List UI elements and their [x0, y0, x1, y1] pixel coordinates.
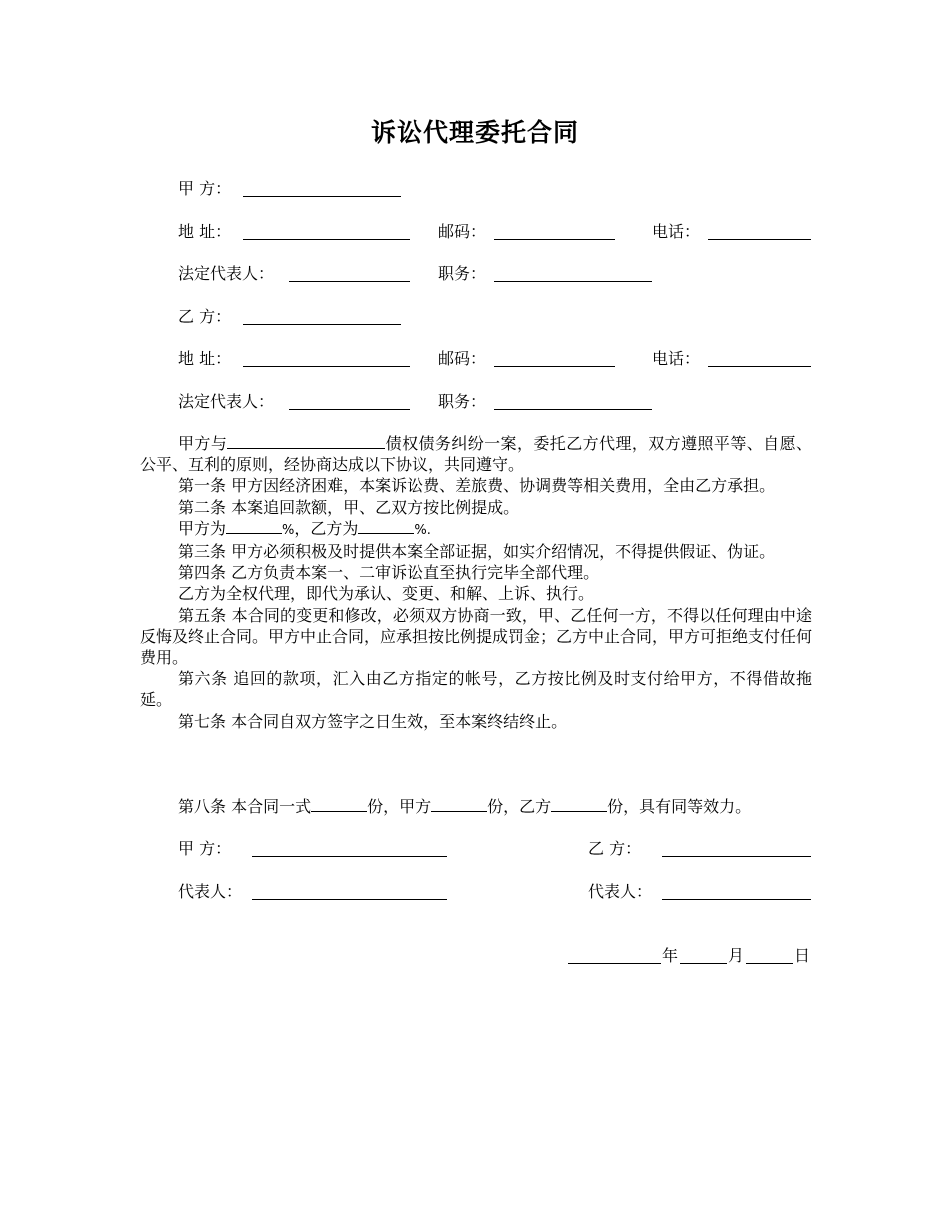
party-b-postcode-label: 邮码：	[438, 349, 487, 368]
party-b-legal-rep-blank	[289, 409, 410, 410]
party-b-legal-rep-label: 法定代表人：	[178, 392, 275, 411]
rep-a-label: 代表人：	[178, 882, 243, 901]
ratio-b-blank	[358, 518, 414, 534]
party-a-phone-blank	[708, 239, 811, 240]
signature-party-a-label: 甲 方：	[178, 839, 232, 858]
party-a-address-blank	[243, 239, 410, 240]
contract-body	[140, 433, 812, 732]
party-a-name-blank	[243, 196, 401, 197]
party-a-postcode-label: 邮码：	[438, 222, 487, 241]
date-day-label: 日	[794, 946, 811, 965]
copies-b-blank	[551, 796, 607, 812]
date-year-blank	[568, 963, 661, 964]
article-1: 第一条 甲方因经济困难，本案诉讼费、差旅费、协调费等相关费用，全由乙方承担。	[178, 476, 776, 496]
party-b-address-blank	[243, 366, 410, 367]
party-b-address-label: 地 址：	[178, 349, 232, 368]
ratio-a-blank	[226, 518, 282, 534]
party-b-position-blank	[494, 409, 652, 410]
intro-text-start: 甲方与	[178, 434, 228, 453]
article-8	[178, 796, 751, 817]
date-year-label: 年	[662, 946, 679, 965]
article-4-continued: 乙方为全权代理，即代为承认、变更、和解、上诉、执行。	[178, 584, 595, 604]
copies-a-blank	[431, 796, 487, 812]
party-a-position-label: 职务：	[438, 264, 487, 283]
ratio-a-percent: %	[282, 522, 295, 538]
date-month-blank	[680, 963, 727, 964]
date-day-blank	[746, 963, 793, 964]
page-title: 诉讼代理委托合同	[370, 118, 579, 147]
signature-party-a-blank	[252, 856, 447, 857]
signature-party-b-label: 乙 方：	[588, 839, 642, 858]
article-8-text-d: 份，具有同等效力。	[607, 797, 752, 816]
party-b-phone-label: 电话：	[652, 349, 701, 368]
party-a-label: 甲 方：	[178, 179, 232, 198]
signature-party-b-blank	[662, 856, 811, 857]
party-a-postcode-blank	[494, 239, 615, 240]
ratio-b-label: ，乙方为	[294, 518, 359, 538]
rep-b-blank	[662, 899, 811, 900]
date-month-label: 月	[728, 946, 745, 965]
intro-paragraph	[140, 433, 812, 475]
rep-a-blank	[252, 899, 447, 900]
article-8-text-b: 份，甲方	[367, 797, 432, 816]
party-a-address-label: 地 址：	[178, 222, 232, 241]
case-party-blank	[227, 433, 385, 449]
party-b-position-label: 职务：	[438, 392, 487, 411]
ratio-a-label: 甲方为	[178, 518, 227, 538]
article-3: 第三条 甲方必须积极及时提供本案全部证据，如实介绍情况，不得提供假证、伪证。	[178, 542, 776, 562]
ratio-b-percent: %.	[414, 522, 431, 538]
party-b-name-blank	[243, 324, 401, 325]
party-b-phone-blank	[708, 366, 811, 367]
article-4: 第四条 乙方负责本案一、二审诉讼直至执行完毕全部代理。	[178, 563, 600, 583]
article-7: 第七条 本合同自双方签字之日生效，至本案终结终止。	[178, 711, 568, 731]
party-a-phone-label: 电话：	[652, 222, 701, 241]
party-b-label: 乙 方：	[178, 307, 232, 326]
article-8-text-c: 份，乙方	[487, 797, 552, 816]
party-a-legal-rep-label: 法定代表人：	[178, 264, 275, 283]
party-a-position-blank	[494, 281, 652, 282]
rep-b-label: 代表人：	[588, 882, 653, 901]
copies-total-blank	[311, 796, 367, 812]
ratio-line	[140, 518, 812, 541]
article-8-text-a: 第八条 本合同一式	[178, 797, 312, 816]
party-b-postcode-blank	[494, 366, 615, 367]
article-6: 第六条 追回的款项，汇入由乙方指定的帐号，乙方按比例及时支付给甲方，不得借故拖延。	[140, 669, 812, 710]
party-a-legal-rep-blank	[289, 281, 410, 282]
intro-text-end: 债权债务纠纷一案，委托乙方代理，双方遵照平等、自愿、公平、互利的原则，经协商达成以下协议，共同遵守。	[140, 434, 812, 475]
article-5: 第五条 本合同的变更和修改，必须双方协商一致，甲、乙任何一方，不得以任何理由中途反悔及终止合同。甲方中止合同，应承担按比例提成罚金；乙方中止合同，甲方可拒绝支付任何费用。	[140, 605, 813, 668]
article-2: 第二条 本案追回款额，甲、乙双方按比例提成。	[178, 497, 520, 517]
